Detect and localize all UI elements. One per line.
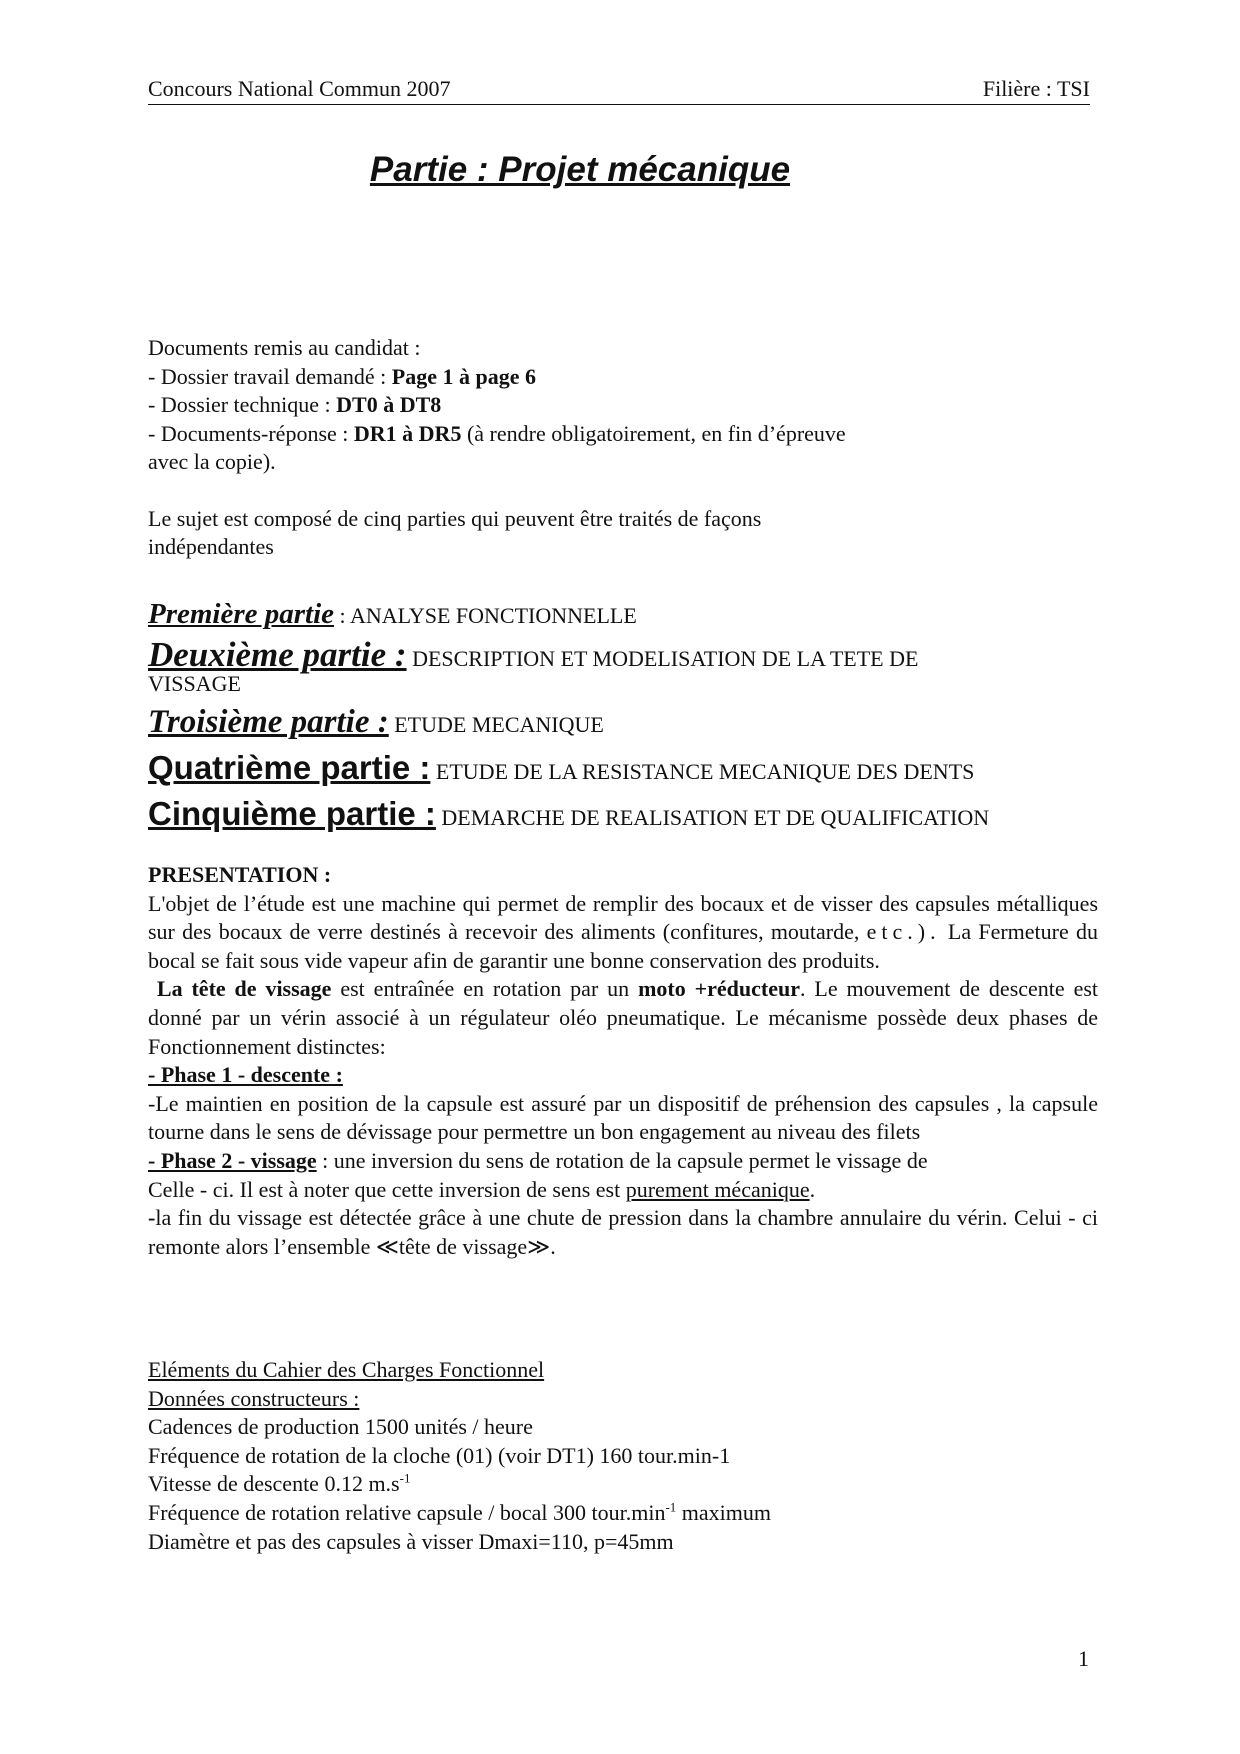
- phase-1-title: - Phase 1 - descente :: [148, 1062, 343, 1088]
- phase-2-line: - Phase 2 - vissage : une inversion du sens de rotation de la capsule permet le vissage de: [148, 1147, 928, 1173]
- part-5: Cinquième partie : DEMARCHE DE REALISATION ET DE QUALIFICATION: [148, 795, 990, 832]
- header-right: Filière : TSI: [982, 76, 1090, 101]
- part-4: Quatrième partie : ETUDE DE LA RESISTANCE MECANIQUE DES DENTS: [148, 749, 975, 786]
- fin-vissage-text: -la fin du vissage est détectée grâce à une chute de pression dans la chambre annulaire du vérin. Celui - ci remonte alors l’ensemble ≪tête de vissage≫.: [148, 1205, 1098, 1259]
- documents-line-3: - Documents-réponse : DR1 à DR5 (à rendre obligatoirement, en fin d’épreuve: [148, 420, 846, 446]
- sujet-line-1: Le sujet est composé de cinq parties qui peuvent être traités de façons: [148, 505, 762, 531]
- cdc-line-3: Vitesse de descente 0.12 $m.s^{-1}$: [148, 1471, 411, 1497]
- presentation-paragraph-2: La tête de vissage est entraînée en rotation par un moto +réducteur. Le mouvement de descente est donné par un vérin associé à un régulateur oléo pneumatique. Le mécanisme possède deux phases de Fonctionnement distinctes:: [148, 976, 1099, 1059]
- phase-2-line-2: Celle - ci. Il est à noter que cette inversion de sens est purement mécanique.: [148, 1176, 816, 1202]
- cdc-line-1: Cadences de production 1500 unités / heure: [148, 1414, 533, 1440]
- sujet-line-2: indépendantes: [148, 534, 274, 559]
- part-2: Deuxième partie : DESCRIPTION ET MODELISATION DE LA TETE DE: [148, 635, 919, 674]
- page-number: 1: [1078, 1646, 1089, 1671]
- documents-intro: Documents remis au candidat :: [148, 335, 421, 360]
- cdc-title: Eléments du Cahier des Charges Fonctionnel: [148, 1357, 545, 1382]
- presentation-heading: PRESENTATION :: [148, 862, 332, 887]
- presentation-section: [148, 861, 1098, 1261]
- cdc-line-5: Diamètre et pas des capsules à visser Dmaxi=110, p=45mm: [148, 1528, 674, 1554]
- cdc-line-4: Fréquence de rotation relative capsule / bocal 300 $tour.\min^{-1}$ maximum: [148, 1499, 772, 1525]
- part-3: Troisième partie : ETUDE MECANIQUE: [148, 704, 604, 740]
- cdc-subtitle: Données constructeurs :: [148, 1385, 360, 1411]
- page-title: Partie : Projet mécanique: [369, 150, 791, 189]
- presentation-paragraph-1: L'objet de l’étude est une machine qui permet de remplir des bocaux et de visser des capsules métalliques sur des bocaux de verre destinés à recevoir des aliments (confitures, moutarde, etc.). La Fermeture du bocal se fait sous vide vapeur afin de garantir une bonne conservation des produits.: [148, 890, 1098, 973]
- parts-list: [148, 596, 1098, 839]
- documents-line-1: - Dossier travail demandé : Page 1 à page 6: [148, 363, 536, 389]
- cahier-des-charges: [148, 1356, 1098, 1556]
- part-1: Première partie : ANALYSE FONCTIONNELLE: [148, 598, 637, 630]
- documents-block: [148, 334, 1098, 562]
- page-header: [148, 74, 1090, 105]
- documents-line-2: - Dossier technique : DT0 à DT8: [148, 392, 442, 417]
- phase-1-text: -Le maintien en position de la capsule est assuré par un dispositif de préhension des capsules , la capsule tourne dans le sens de dévissage pour permettre un bon engagement au niveau des filets: [148, 1090, 1098, 1145]
- header-left: Concours National Commun 2007: [148, 76, 451, 101]
- documents-line-4: avec la copie).: [148, 449, 276, 474]
- part-2-continued: VISSAGE: [148, 671, 241, 696]
- cdc-line-2: Fréquence de rotation de la cloche (01) (voir DT1) 160 tour.min-1: [148, 1442, 731, 1468]
